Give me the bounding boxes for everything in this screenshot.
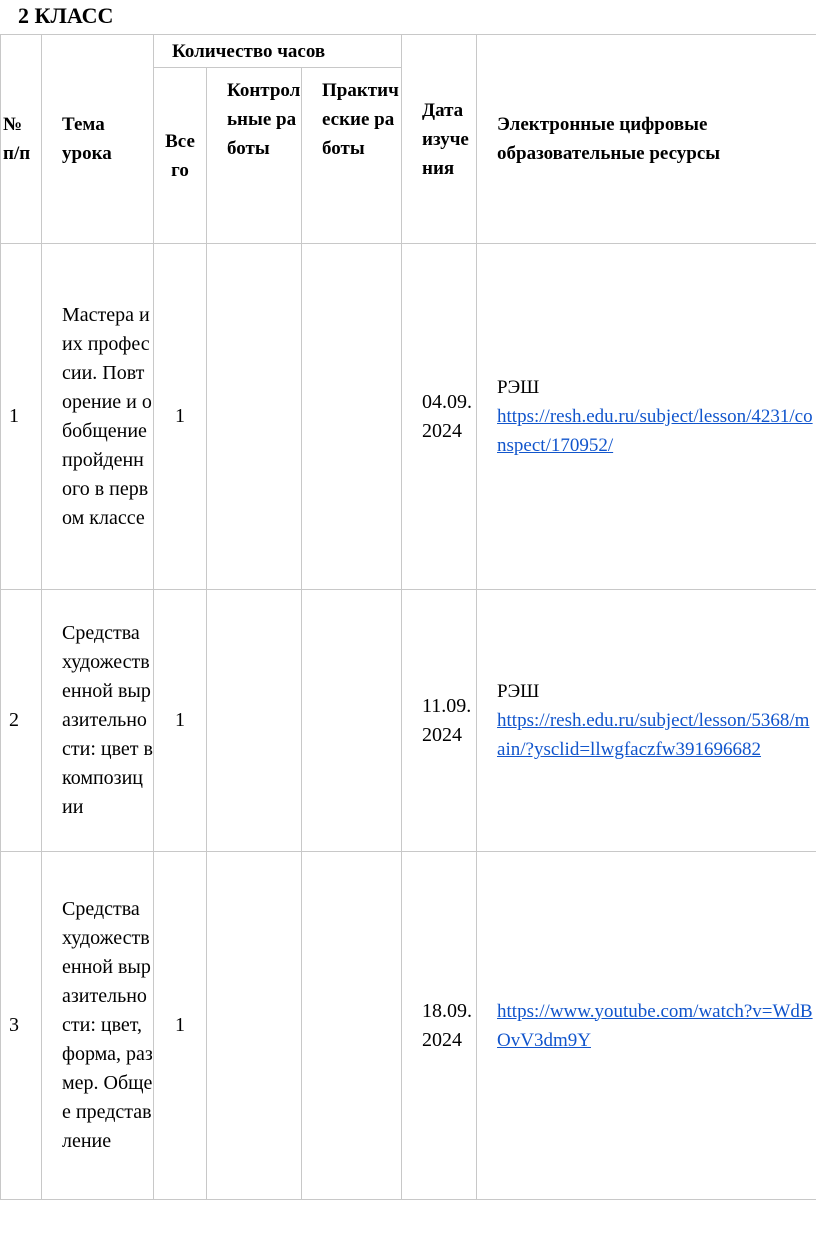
header-date: Дата изучения — [402, 35, 477, 244]
header-topic: Тема урока — [42, 35, 154, 244]
header-total: Всего — [154, 68, 207, 244]
row-total-hours: 1 — [154, 852, 207, 1200]
resource-name: РЭШ — [497, 681, 540, 702]
row-resources — [477, 590, 816, 852]
row-practical-works — [302, 852, 402, 1200]
row-number: 3 — [1, 852, 42, 1200]
row-control-works — [207, 852, 302, 1200]
table-row — [1, 244, 816, 590]
row-total-hours: 1 — [154, 590, 207, 852]
header-number: № п/п — [1, 35, 42, 244]
row-resources — [477, 852, 816, 1200]
row-practical-works — [302, 590, 402, 852]
row-practical-works — [302, 244, 402, 590]
row-topic: Средства художественной выразительности: цвет, форма, размер. Общее представление — [42, 852, 154, 1200]
row-date: 11.09.2024 — [402, 590, 477, 852]
row-number: 1 — [1, 244, 42, 590]
resource-link[interactable]: https://resh.edu.ru/subject/lesson/4231/conspect/170952/ — [497, 406, 813, 456]
row-topic: Мастера и их профессии. Повторение и обобщение пройденного в первом классе — [42, 244, 154, 590]
row-resources — [477, 244, 816, 590]
table-header-row — [1, 35, 816, 68]
table-row — [1, 852, 816, 1200]
row-topic: Средства художественной выразительности: цвет в композиции — [42, 590, 154, 852]
header-resources: Электронные цифровые образовательные ресурсы — [477, 35, 816, 244]
header-practical-works: Практические работы — [302, 68, 402, 244]
row-control-works — [207, 244, 302, 590]
resource-name: РЭШ — [497, 377, 540, 398]
header-control-works: Контрольные работы — [207, 68, 302, 244]
resource-link[interactable]: https://www.youtube.com/watch?v=WdBOvV3dm9Y — [497, 1000, 813, 1051]
row-date: 04.09.2024 — [402, 244, 477, 590]
row-number: 2 — [1, 590, 42, 852]
row-control-works — [207, 590, 302, 852]
header-hours-count: Количество часов — [154, 35, 402, 68]
row-date: 18.09.2024 — [402, 852, 477, 1200]
page-title: 2 КЛАСС — [18, 3, 114, 28]
row-total-hours: 1 — [154, 244, 207, 590]
lesson-plan-table — [0, 34, 816, 1200]
table-row — [1, 590, 816, 852]
resource-link[interactable]: https://resh.edu.ru/subject/lesson/5368/main/?ysclid=llwgfaczfw391696682 — [497, 710, 810, 760]
